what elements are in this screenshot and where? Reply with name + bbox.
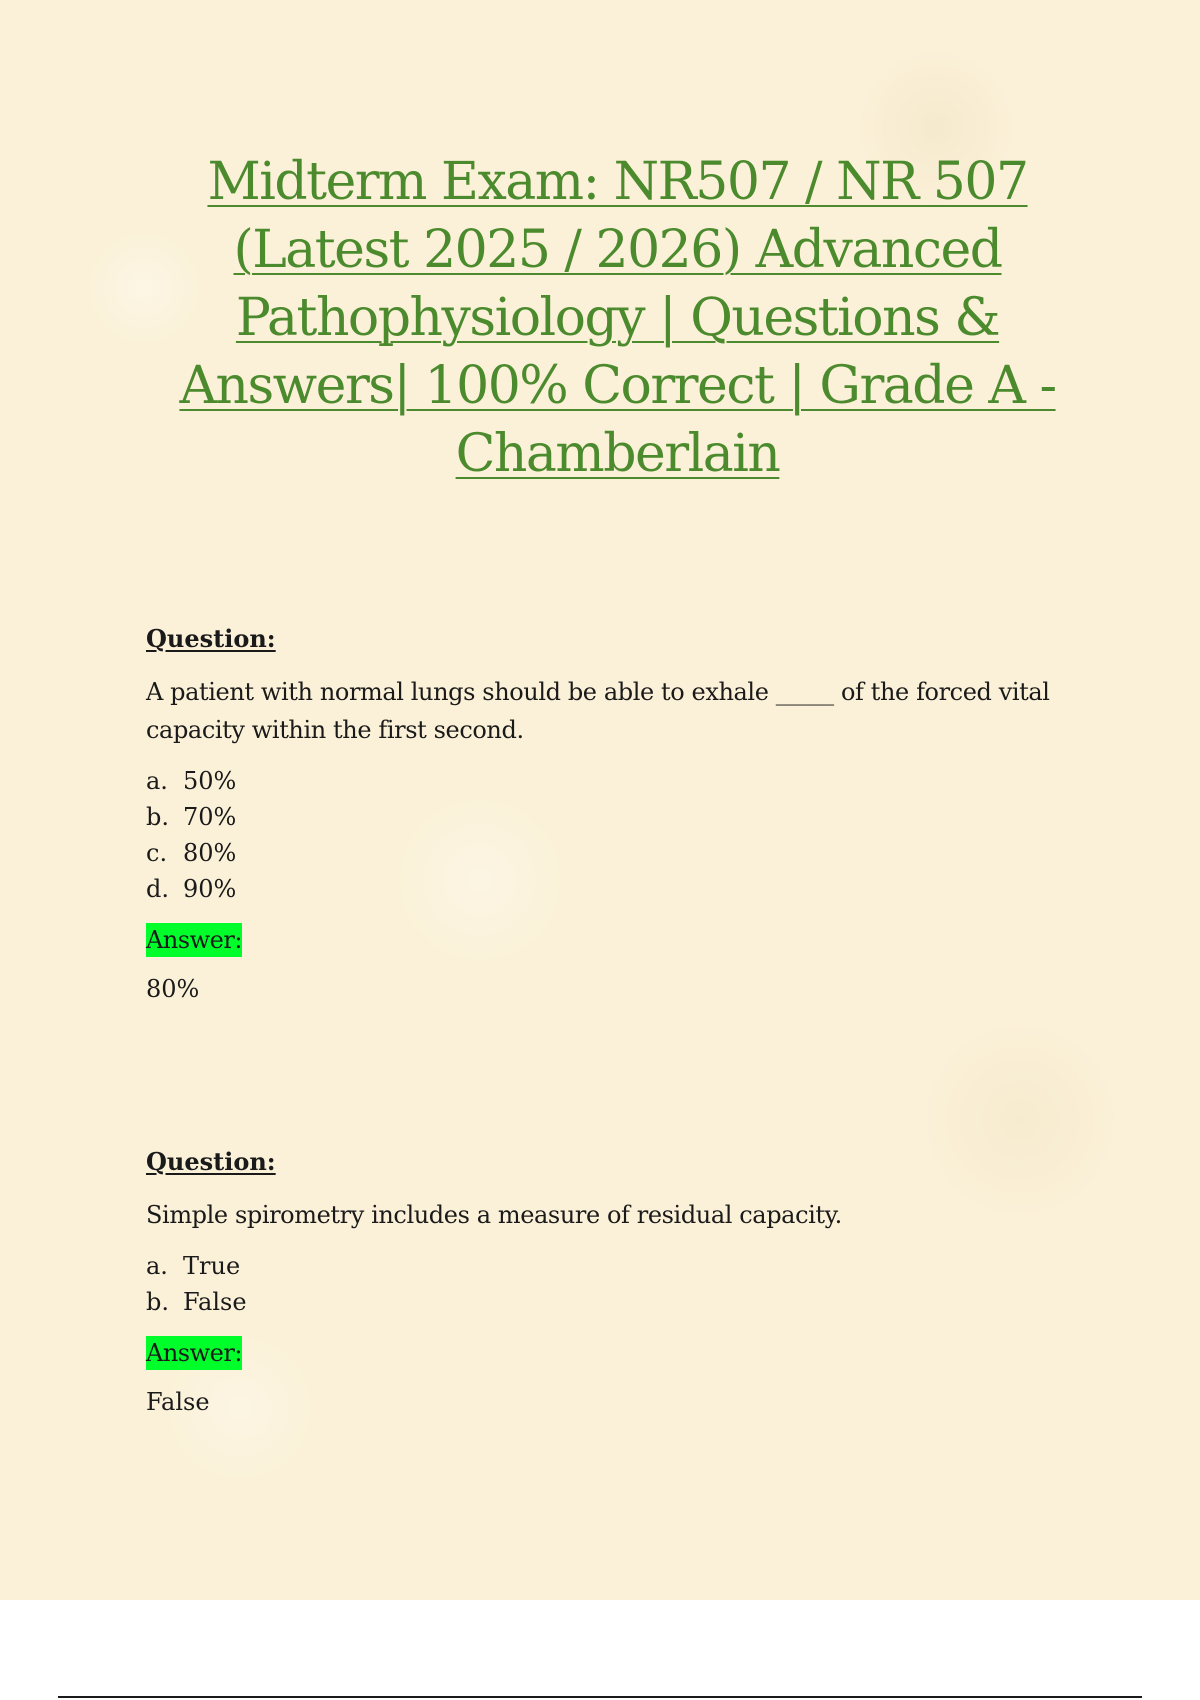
question-label: Question: [146, 1147, 276, 1176]
option-letter: d. [146, 875, 169, 903]
option-item [146, 871, 1106, 907]
option-item [146, 763, 1106, 799]
option-text: 90% [183, 875, 237, 903]
question-text: A patient with normal lungs should be able to exhale _____ of the forced vital capacity within the first second. [146, 678, 1050, 744]
footer-divider [58, 1696, 1142, 1698]
question-block-2 [146, 1145, 1106, 1420]
question-label: Question: [146, 624, 276, 653]
option-letter: b. [146, 1288, 169, 1316]
answer-text: False [146, 1388, 210, 1416]
answer-options [146, 1248, 1106, 1320]
document-title: Midterm Exam: NR507 / NR 507 (Latest 2025 / 2026) Advanced Pathophysiology | Questions & Answers| 100% Correct | Grade A - Chamberlain [179, 152, 1056, 484]
option-text: 70% [183, 803, 237, 831]
answer-options [146, 763, 1106, 907]
option-item [146, 1248, 1106, 1284]
question-block-1 [146, 622, 1106, 1007]
option-item [146, 835, 1106, 871]
answer-label: Answer: [146, 1336, 242, 1370]
option-text: True [183, 1252, 241, 1280]
option-letter: a. [146, 767, 168, 795]
option-text: 50% [183, 767, 237, 795]
question-text: Simple spirometry includes a measure of residual capacity. [146, 1201, 842, 1229]
option-letter: b. [146, 803, 169, 831]
option-item [146, 799, 1106, 835]
option-letter: a. [146, 1252, 168, 1280]
answer-label: Answer: [146, 923, 242, 957]
option-text: 80% [183, 839, 237, 867]
answer-text: 80% [146, 975, 200, 1003]
option-text: False [183, 1288, 247, 1316]
option-letter: c. [146, 839, 168, 867]
option-item [146, 1284, 1106, 1320]
